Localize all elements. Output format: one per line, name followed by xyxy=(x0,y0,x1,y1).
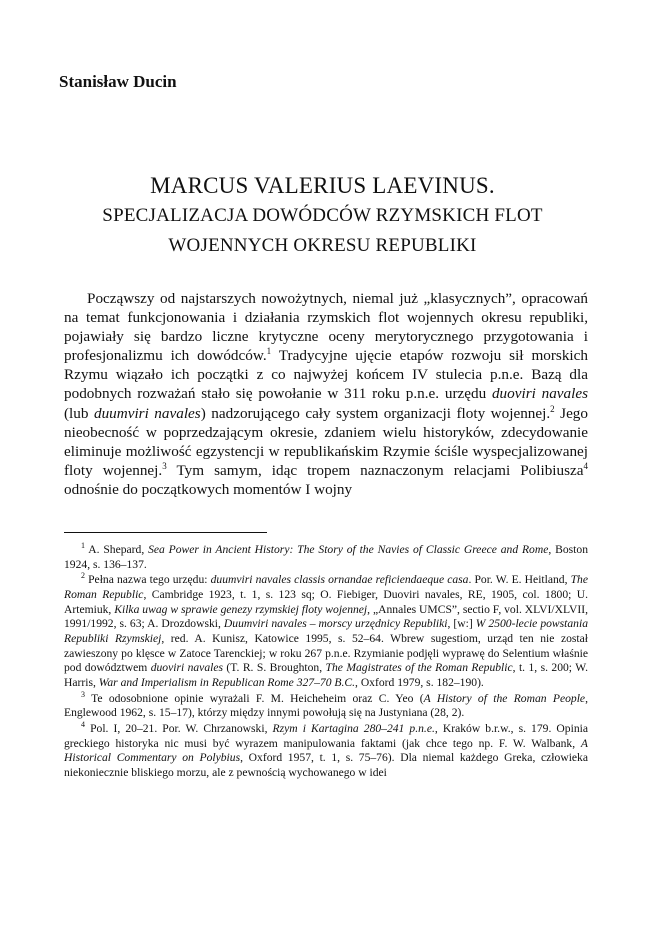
author-name: Stanisław Ducin xyxy=(59,72,177,91)
footnote-separator xyxy=(64,532,267,533)
footnote-ref-2[interactable]: 2 xyxy=(550,403,555,414)
footnote-ref-3[interactable]: 3 xyxy=(162,460,167,471)
article-title xyxy=(0,171,645,261)
footnotes xyxy=(64,543,588,782)
footnote-1: $^1$ A. Shepard, Sea Power in Ancient History: The Story of the Navies of Classic Greece and Rome, Boston 1924, s. 136–137. xyxy=(64,541,588,571)
footnote-4: $^4$ Pol. I, 20–21. Por. W. Chrzanowski, Rzym i Kartagina 280–241 p.n.e., Kraków b.r.w., s. 179. Opinia greckiego historyka nic musi być wyrazem manipulowania faktami (jak chce tego np. F. W. Walbank, A Historical Commentary on Polybius, Oxford 1957, t. 1, s. 75–76). Dla niemal każdego Greka, człowieka niekoniecznie bliskiego morzu, ale z pewnością wychowanego w idei xyxy=(64,720,588,779)
title-line-1: MARCUS VALERIUS LAEVINUS. xyxy=(150,173,495,198)
title-line-2: SPECJALIZACJA DOWÓDCÓW RZYMSKICH FLOT xyxy=(102,205,543,226)
paragraph: Począwszy od najstarszych nowożytnych, niemal już „klasycznych”, opracowań na temat funkcjonowania i działania rzymskich flot wojennych okresu republiki, pojawiały się bardzo liczne krytyczne oceny merytorycznego przygotowania i profesjonalizmu ich dowódców.$^1$ Tradycyjne ujęcie etapów rozwoju sił morskich Rzymu wiązało ich początki z co najwyżej końcem IV stulecia p.n.e. Bazą dla podobnych rozważań stało się powołanie w 311 roku p.n.e. urzędu duoviri navales (lub duumviri navales) nadzorującego cały system organizacji floty wojennej.$^2$ Jego nieobecność w poprzedzającym okresie, zdaniem wielu historyków, zdecydowanie eliminuje możliwość egzystencji w republikańskim Rzymie ściśle wyspecjalizowanej floty wojennej.$^3$ Tym samym, idąc tropem naznaczonym relacjami Polibiusza$^4$ odnośnie do początkowych momentów I wojny xyxy=(64,290,588,498)
footnote-3: $^3$ Te odosobnione opinie wyrażali F. M. Heicheheim oraz C. Yeo (A History of the Roman People, Englewood 1962, s. 15–17), którzy między innymi powołują się na Justyniana (28, 2). xyxy=(64,689,588,720)
footnote-ref-1[interactable]: 1 xyxy=(266,346,272,357)
footnote-2: $^2$ Pełna nazwa tego urzędu: duumviri navales classis ornandae reficiendaeque casa. Por. W. E. Heitland, The Roman Republic, Cambridge 1923, t. 1, s. 123 sq; O. Fiebiger, Duoviri navales, RE, 1905, col. 1800; U. Artemiuk, Kilka uwag w sprawie genezy rzymskiej floty wojennej, „Annales UMCS”, sectio F, vol. XLVI/XLVII, 1991/1992, s. 63; A. Drozdowski, Duumviri navales – morscy urzędnicy Republiki, [w:] W 2500-lecie powstania Republiki Rzymskiej, red. A. Kunisz, Katowice 1995, s. 52–64. Wbrew sugestiom, urząd ten nie został zawieszony po klęsce w Zatoce Tarenckiej; w roku 267 p.n.e. Rzymianie podjęli wyprawę do Selentium właśnie pod dowództwem duoviri navales (T. R. S. Broughton, The Magistrates of the Roman Republic, t. 1, s. 200; W. Harris, War and Imperialism in Republican Rome 327–70 B.C., Oxford 1979, s. 182–190). xyxy=(64,571,589,689)
footnote-ref-4[interactable]: 4 xyxy=(583,460,588,471)
title-line-3: WOJENNYCH OKRESU REPUBLIKI xyxy=(168,235,477,256)
body-text xyxy=(64,289,588,499)
